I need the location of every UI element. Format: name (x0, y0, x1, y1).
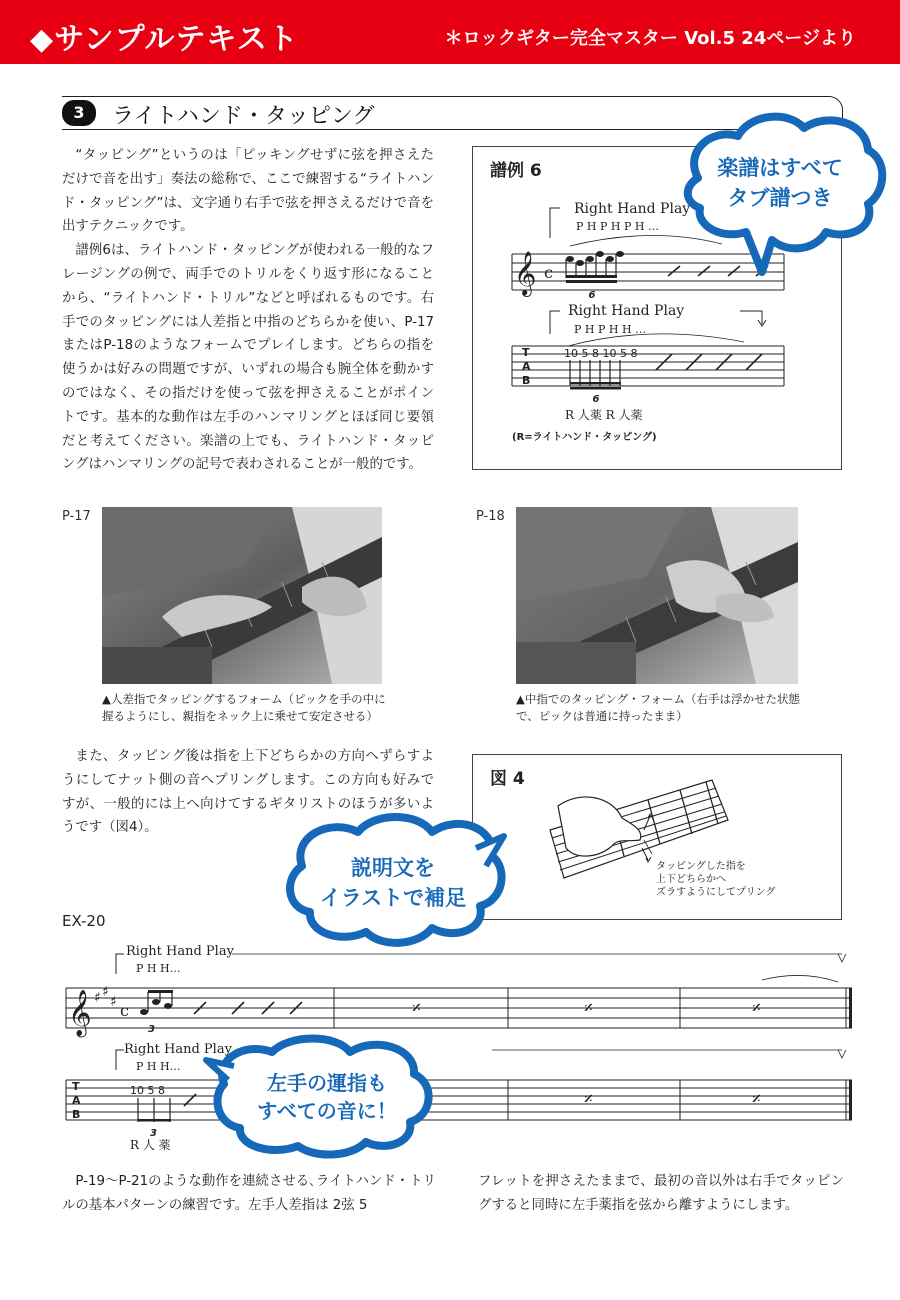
photo-label-p17: P-17 (62, 509, 91, 524)
tab-letter-a: A (522, 360, 531, 373)
figure-4-label: 図 4 (490, 769, 525, 789)
ex20-tab-repeat-2: 𝄎 (584, 1089, 593, 1110)
tab-tuplet-6: 6 (592, 394, 600, 405)
ex20-tab-rhp-label: Right Hand Play (124, 1042, 232, 1057)
example-6-fingering: R 人薬 R 人薬 (565, 408, 643, 422)
photo-p18-image (516, 507, 798, 684)
figure-4-note-line-2: 上下どちらかへ (656, 874, 726, 885)
header-title: ◆サンプルテキスト (30, 22, 299, 57)
ex20-tab-numbers: 10 5 8 (130, 1084, 165, 1097)
bottom-text-right (478, 1170, 844, 1218)
example-6-phph-label: P H P H P H … (576, 220, 659, 233)
ex20-repeat-1: 𝄎 (412, 998, 421, 1019)
ex20-fingering: R 人 薬 (130, 1138, 171, 1152)
tab-letter-b: B (522, 374, 531, 387)
example-6-note: (R=ライトハンド・タッピング) (512, 432, 657, 443)
header-source-note: ＊ロックギター完全マスター Vol.5 24ページより (444, 28, 856, 49)
svg-text:𝄞: 𝄞 (514, 251, 537, 295)
example-6-rhp-label: Right Hand Play (574, 201, 691, 217)
figure-4-note-line-3: ズラすようにしてプリング (656, 887, 776, 898)
svg-text:♯: ♯ (102, 984, 109, 1000)
figure-4-note (656, 860, 775, 899)
bubble-finger-text (232, 1069, 422, 1125)
section-number-badge: 3 (62, 100, 96, 126)
photo-p17-image (102, 507, 382, 684)
photo-caption-p17: ▲人差指でタッピングするフォーム（ピックを手の中に握るようにし、親指をネック上に乗せて安定させる） (102, 692, 386, 723)
bottom-text-left (62, 1170, 436, 1218)
tuplet-6: 6 (588, 290, 596, 301)
ex20-tab-letter-a: A (72, 1094, 81, 1107)
ex20-tab-repeat-3: 𝄎 (752, 1089, 761, 1110)
figure-4-note-line-1: タッピングした指を (656, 861, 746, 872)
ex20-tab-phh-label: P H H… (136, 1060, 181, 1073)
example-6-tab-phph-label: P H P H H … (574, 323, 647, 336)
ex20-tab-letter-t: T (72, 1080, 80, 1093)
tab-letter-t: T (522, 346, 530, 359)
bubble-tab-text (700, 153, 860, 213)
ex20-rhp-label: Right Hand Play (126, 944, 234, 959)
bubble-finger-line-2: すべての音に！ (257, 1099, 397, 1123)
intro-text (62, 144, 434, 477)
bottom-paragraph-right: フレットを押さえたままで、最初の音以外は右手でタッピングすると同時に左手薬指を弦から離すようにします。 (478, 1174, 844, 1213)
bubble-illust-text (300, 853, 486, 913)
ex20-repeat-3: 𝄎 (752, 998, 761, 1019)
time-signature: c (544, 263, 553, 282)
ex20-label: EX-20 (62, 912, 106, 930)
ex20-phh-label: P H H… (136, 962, 181, 975)
photo-p18 (516, 507, 798, 684)
photo-label-p18: P-18 (476, 509, 505, 524)
section-title: ライトハンド・タッピング (112, 104, 375, 129)
example-6-tab-rhp-label: Right Hand Play (568, 303, 685, 319)
example-6-label: 譜例 6 (490, 161, 542, 181)
svg-text:𝄞: 𝄞 (68, 990, 92, 1036)
intro-paragraph-2: 譜例6は、ライトハンド・タッピングが使われる一般的なフレージングの例で、両手でのトリルをくり返す形になることから、“ライトハンド・トリル”などと呼ばれるものです。右手でのタッピングには人差指と中指のどちらかを使い、P-17またはP-18のようなフォームでプレイします。どちらの指を使うかは好みの問題ですが、いずれの場合も腕全体を動かすのではなく、その指だけを使って弦を押さえることがポイントです。基本的な動作は左手のハンマリングとほぼ同じ要領だと考えてください。楽譜の上でも、ライトハンド・タッピングはハンマリングの記号で表わされることが一般的です。 (62, 243, 434, 473)
ex20-tab-letter-b: B (72, 1108, 81, 1121)
ex20-tab-tuplet: 3 (150, 1128, 157, 1139)
pull-off-paragraph: また、タッピング後は指を上下どちらかの方向へずらすようにしてナット側の音へプリングします。この方向も好みですが、一般的には上へ向けてするギタリストのほうが多いようです（図4）。 (62, 749, 434, 836)
ex20-tuplet: 3 (148, 1024, 155, 1035)
photo-p17 (102, 507, 382, 684)
svg-text:♯: ♯ (110, 994, 117, 1010)
bubble-tab-line-2: タブ譜つき (727, 186, 833, 210)
bubble-illust-line-1: 説明文を (351, 856, 435, 880)
svg-text:c: c (120, 1001, 129, 1020)
bubble-illust-line-2: イラストで補足 (319, 886, 467, 910)
bubble-tab-line-1: 楽譜はすべて (717, 156, 843, 180)
tab-numbers: 10 5 8 10 5 8 (564, 347, 638, 360)
svg-text:♯: ♯ (94, 990, 101, 1006)
ex20-repeat-2: 𝄎 (584, 998, 593, 1019)
photo-caption-p18: ▲中指でのタッピング・フォーム（右手は浮かせた状態で、ピックは普通に持ったまま） (516, 692, 801, 723)
bottom-paragraph-left: P-19〜P-21のような動作を連続させる､ライトハンド・トリルの基本パターンの練習です。左手人差指は 2弦 5 (62, 1174, 436, 1213)
intro-paragraph-1: “タッピング”というのは「ピッキングせずに弦を押さえただけで音を出す」奏法の総称で、ここで練習する“ライトハンド・タッピング”は、文字通り右手で弦を押さえるだけで音を出すテクニックです。 (62, 148, 434, 235)
bubble-finger-line-1: 左手の運指も (267, 1071, 387, 1095)
